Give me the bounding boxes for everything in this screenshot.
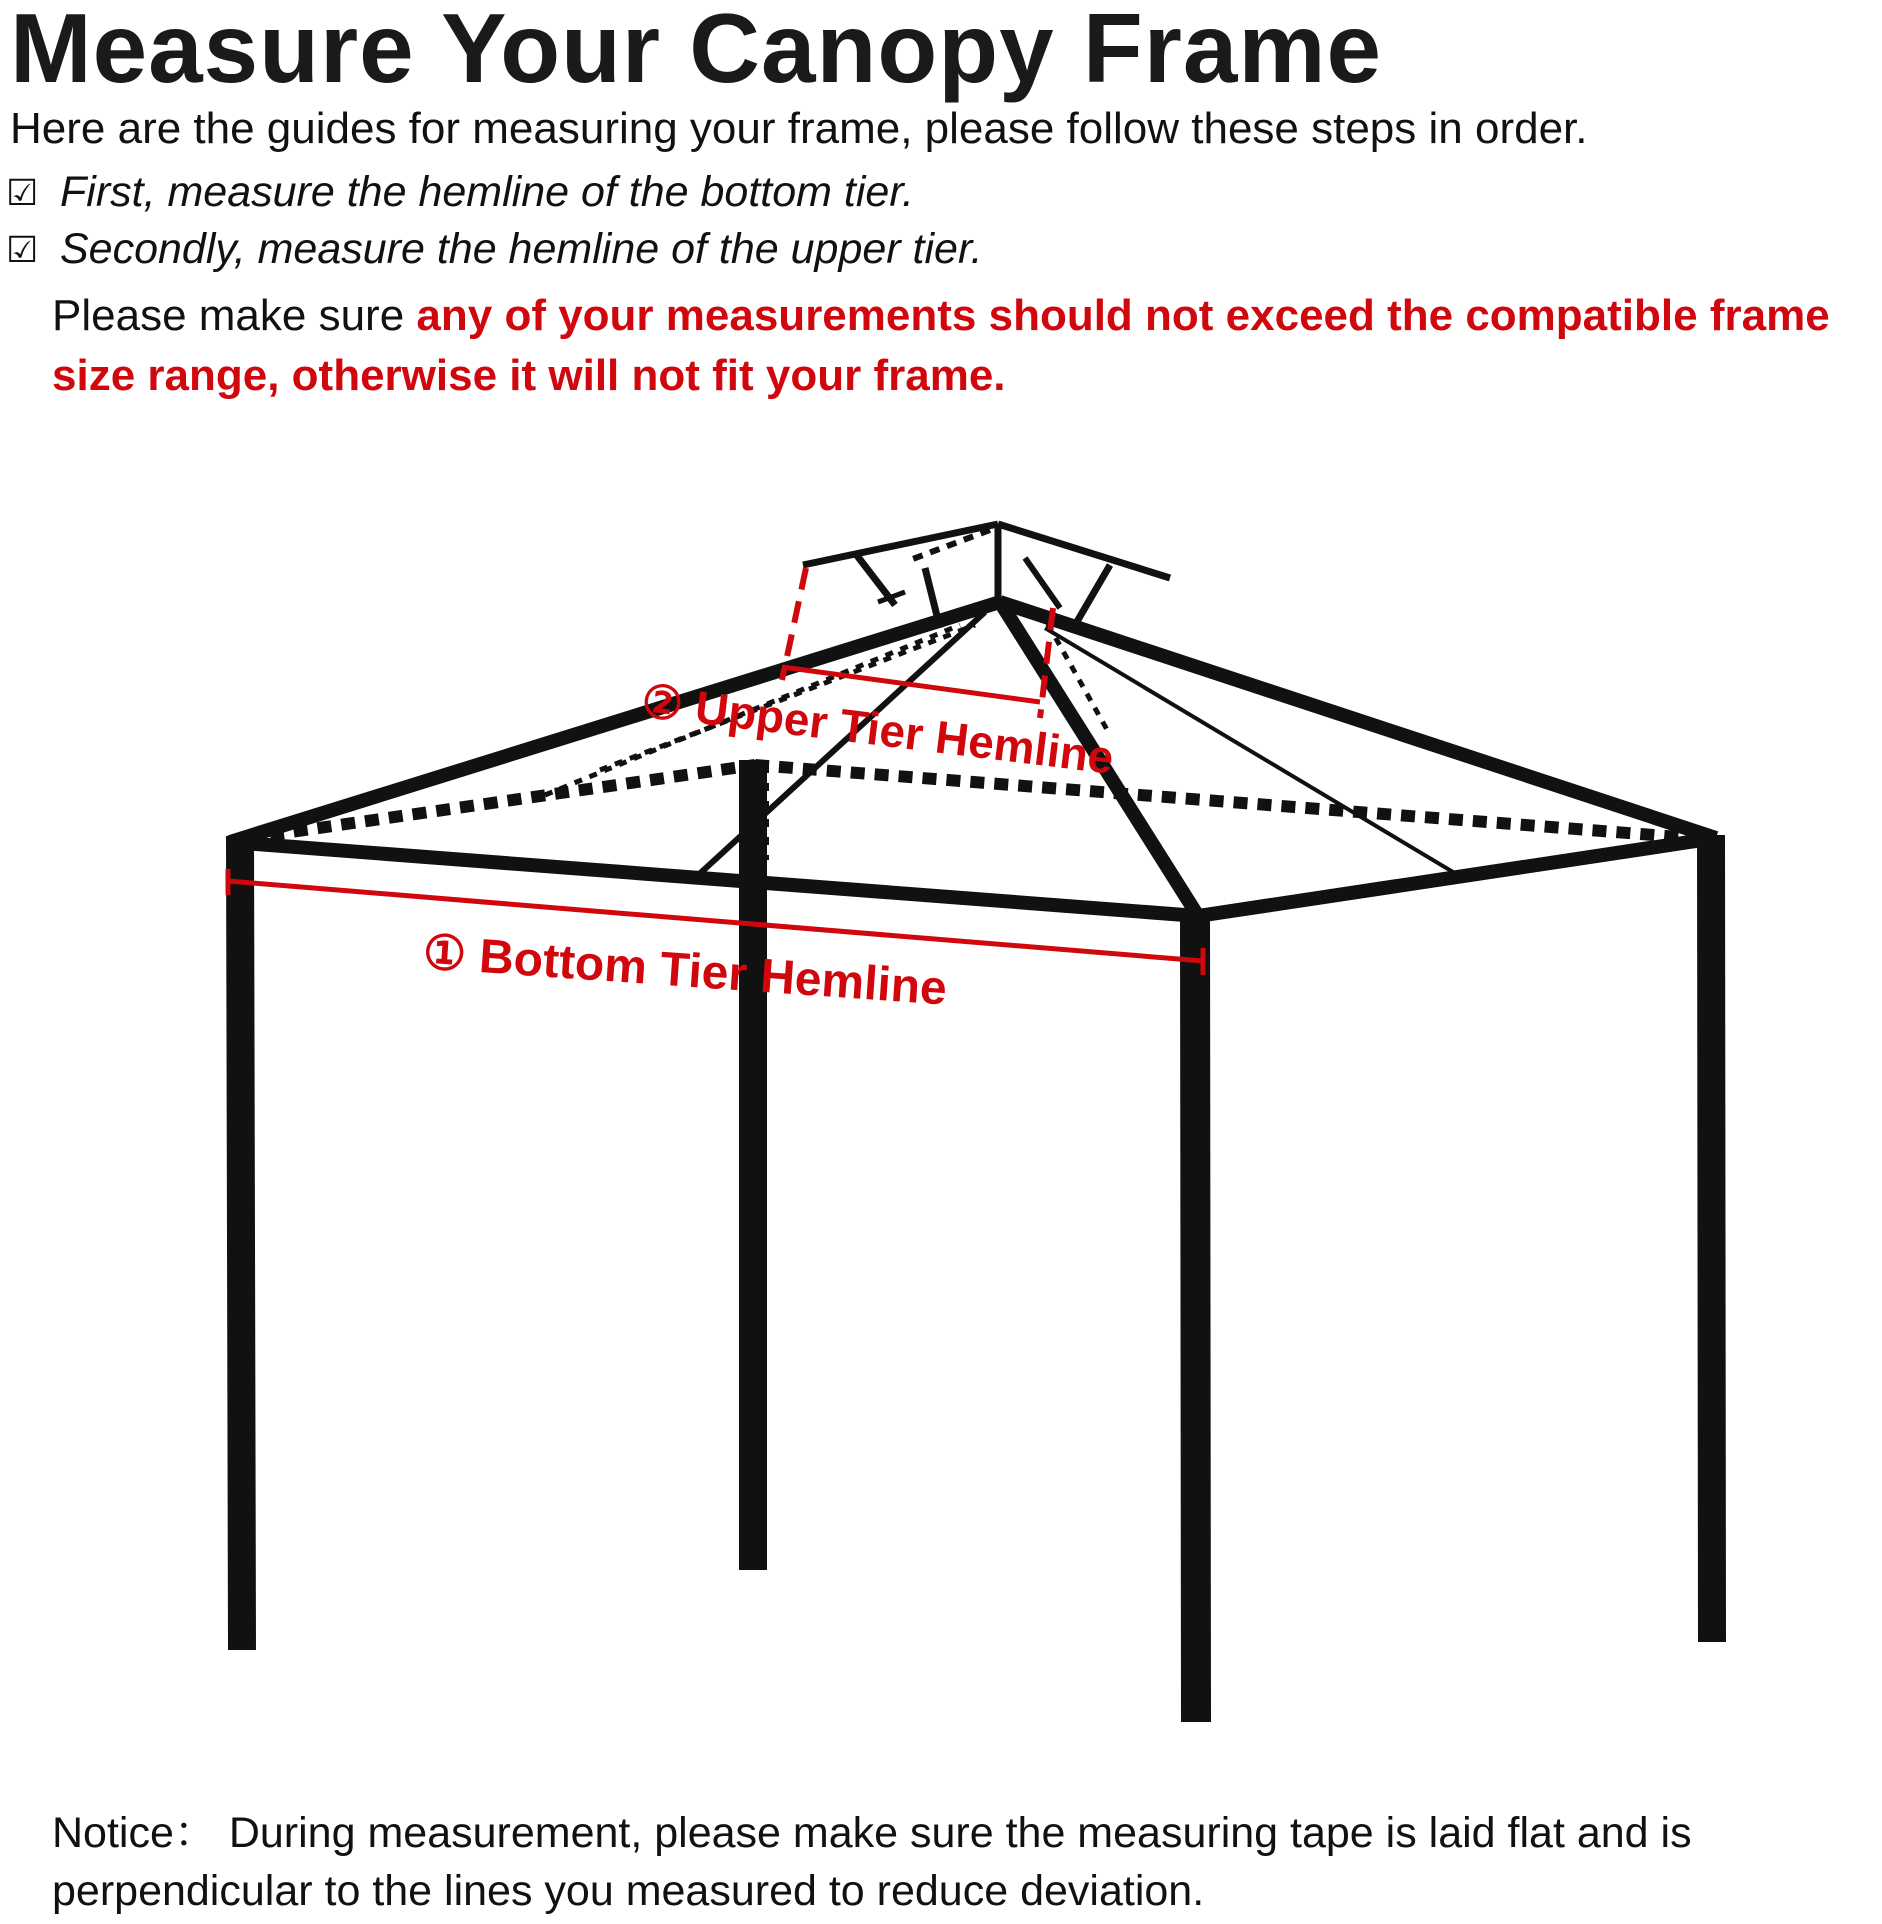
notice-body: During measurement, please make sure the measuring tape is laid flat and is perpendicular to the lines you measured to reduce deviation. <box>52 1809 1692 1915</box>
checkbox-checked-icon: ☑ <box>6 228 39 270</box>
notice-text <box>52 1804 1852 1920</box>
step-text: First, measure the hemline of the bottom tier. <box>60 168 914 216</box>
frame-structure <box>230 524 1716 1722</box>
step-text: Secondly, measure the hemline of the upper tier. <box>60 225 983 273</box>
intro-text: Here are the guides for measuring your frame, please follow these steps in order. <box>10 104 1588 153</box>
upper-tier-hemline-label: ② Upper Tier Hemline <box>638 674 1117 784</box>
page-title: Measure Your Canopy Frame <box>10 0 1383 103</box>
warning-highlight: any of your measurements should not exceed the compatible frame size range, otherwise it will not fit your frame. <box>52 291 1830 400</box>
bottom-tier-hemline-label: ① Bottom Tier Hemline <box>421 926 949 1016</box>
notice-label: Notice： <box>52 1809 217 1857</box>
checkbox-checked-icon: ☑ <box>6 171 39 213</box>
warning-lead: Please make sure <box>52 291 417 340</box>
